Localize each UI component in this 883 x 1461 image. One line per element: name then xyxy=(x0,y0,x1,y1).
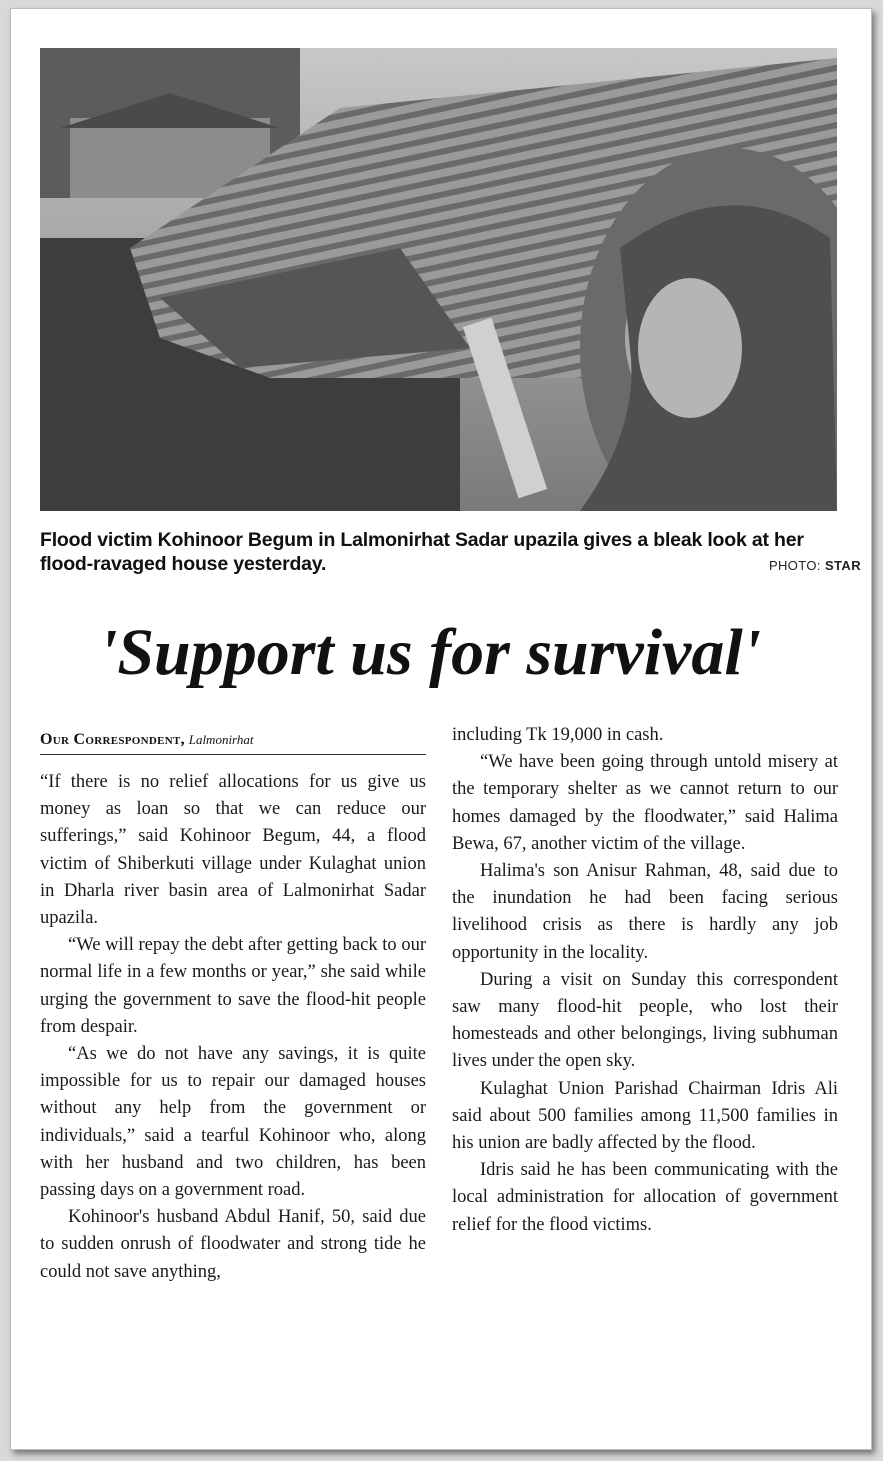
photo-credit-source: STAR xyxy=(824,558,861,573)
paragraph: Halima's son Anisur Rahman, 48, said due to the inundation he had been facing serious livelihood crisis as there is hardly any job opportunity in the locality. xyxy=(452,861,838,963)
paragraph: “We have been going through untold misery at the temporary shelter as we cannot return to our homes damaged by the floodwater,” said Halima Bewa, 67, another victim of the village. xyxy=(452,752,838,854)
article-column-1 xyxy=(40,769,426,1286)
byline xyxy=(40,731,426,755)
paragraph: including Tk 19,000 in cash. xyxy=(452,725,664,745)
byline-location: Lalmonirhat xyxy=(188,732,254,747)
article-column-2 xyxy=(452,722,838,1239)
byline-author: Our Correspondent, xyxy=(40,731,185,748)
paragraph: Kohinoor's husband Abdul Hanif, 50, said due to sudden onrush of floodwater and strong tide he could not save anything, xyxy=(40,1207,426,1282)
photo-credit xyxy=(769,558,861,573)
news-photo xyxy=(40,48,837,511)
paragraph: Idris said he has been communicating with the local administration for allocation of government relief for the flood victims. xyxy=(452,1160,838,1235)
photo-caption: Flood victim Kohinoor Begum in Lalmonirhat Sadar upazila gives a bleak look at her flood-ravaged house yesterday. xyxy=(40,529,804,575)
paragraph: “We will repay the debt after getting back to our normal life in a few months or year,” she said while urging the government to save the flood-hit people from despair. xyxy=(40,935,426,1037)
paragraph: “As we do not have any savings, it is quite impossible for us to repair our damaged houses without any help from the government or individuals,” said a tearful Kohinoor who, along with her husband and two children, has been passing days on a government road. xyxy=(40,1044,426,1201)
photo-credit-label: PHOTO: xyxy=(768,558,821,573)
paragraph: “If there is no relief allocations for us give us money as loan so that we can reduce our sufferings,” said Kohinoor Begum, 44, a flood victim of Shiberkuti village under Kulaghat union in Dharla river basin area of Lalmonirhat Sadar upazila. xyxy=(40,772,426,929)
paragraph: During a visit on Sunday this correspondent saw many flood-hit people, who lost their homesteads and other belongings, living subhuman lives under the open sky. xyxy=(452,969,838,1072)
paragraph: Kulaghat Union Parishad Chairman Idris Ali said about 500 families among 11,500 families in his union are badly affected by the flood. xyxy=(452,1078,838,1154)
headline: 'Support us for survival' xyxy=(99,616,761,689)
